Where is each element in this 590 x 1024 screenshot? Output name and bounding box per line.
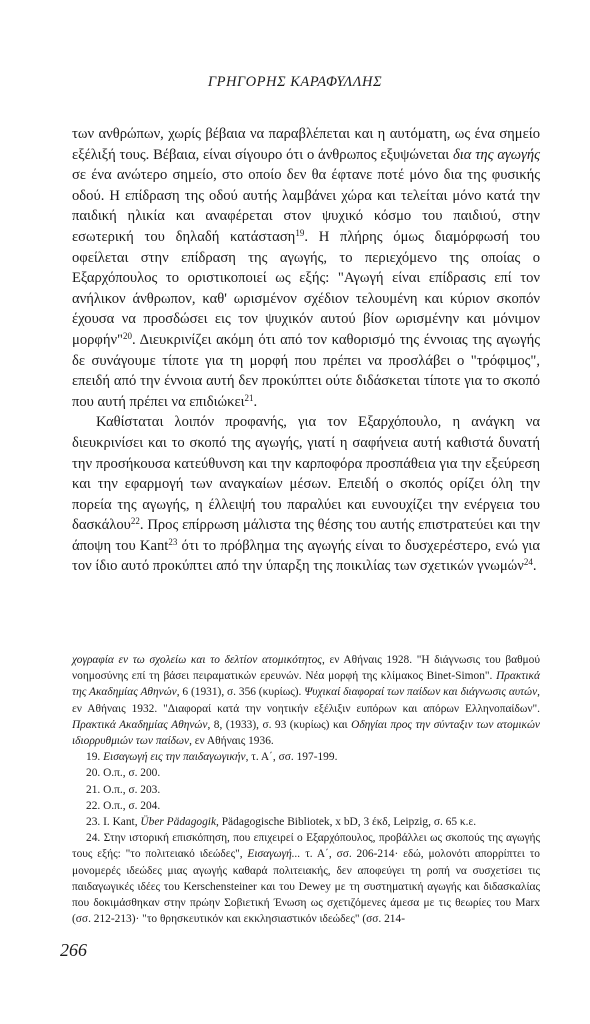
main-text bbox=[72, 124, 540, 577]
footnote-23: 23. I. Kant, Über Pädagogik, Pädagogische Bibliotek, x bD, 3 έκδ, Leipzig, σ. 65 κ.ε. bbox=[86, 816, 477, 829]
footnote-22: 22. Ο.π., σ. 204. bbox=[86, 799, 161, 812]
footnote-19: 19. Εισαγωγή εις την παιδαγωγικήν, τ. Α΄, σσ. 197-199. bbox=[86, 751, 338, 764]
footnote-ref-20[interactable]: 20 bbox=[123, 331, 133, 341]
paragraph-2: Καθίσταται λοιπόν προφανής, για τον Εξαρχόπουλο, η ανάγκη να διευκρινίσει και το σκοπό της αγωγής, γιατί η σαφήνεια αυτή καθιστά δυνατή την προσήκουσα κατεύθυνση και την καρποφόρα προσπάθεια για την εξεύρεση και την εφαρμογή των αναγκαίων μέσων. Επειδή ο σκοπός ορίζει όλη την πορεία της αγωγής, η έλλειψή του παραλύει και ευνουχίζει την ενέργεια του δασκάλου$^{22}$. Προς επίρρωση μάλιστα της θέσης του αυτής επιστρατεύει και την άποψη του Kant$^{23}$ ότι το πρόβλημα της αγωγής είναι το δυσχερέστερο, ενώ για τον ίδιο αυτό προκύπτει από την ύπαρξη της ποικιλίας των σχετικών γνωμών$^{24}$. bbox=[72, 414, 540, 575]
emphasis: δια της αγωγής bbox=[452, 146, 540, 163]
footnote-ref-23[interactable]: 23 bbox=[168, 536, 178, 547]
footnote-ref-22[interactable]: 22 bbox=[130, 516, 140, 527]
page-number: 266 bbox=[60, 940, 87, 960]
footnotes bbox=[72, 652, 540, 927]
running-head: ΓΡΗΓΟΡΗΣ ΚΑΡΑΦΥΛΛΗΣ bbox=[207, 74, 383, 90]
footnote-24: 24. Στην ιστορική επισκόπηση, που επιχειρεί ο Εξαρχόπουλος, προβάλλει ως σκοπούς της αγωγής τους εξής: "το πολιτειακό ιδεώδες", Εισαγωγή... τ. Α΄, σσ. 206-214· εδώ, μολονότι απορρίπτει το μονομερές ιδεώδες μιας αγωγής καθαρά πολιτειακής, δεν αποφεύγει τη ροπή να συσχετίσει τις παιδαγωγικές ιδέες του Kerschensteiner και του Dewey με τη συστηματική αγωγής και διδασκαλίας που δοκιμάσθηκαν στην πρώην Σοβιετική Ένωση ως σχετιζόμενες άμεσα με τις θεωρίες του Marx (σσ. 212-213)· "το θρησκευτικόν και εκκλησιαστικόν ιδεώδες" (σσ. 214- bbox=[72, 832, 540, 926]
footnote-21: 21. Ο.π., σ. 203. bbox=[86, 783, 161, 796]
paragraph-1: των ανθρώπων, χωρίς βέβαια να παραβλέπεται και η αυτόματη, ως ένα σημείο εξέλιξή τους. Βέβαια, είναι σίγουρο ότι ο άνθρωπος εξυψώνεται δια της αγωγής σε ένα ανώτερο σημείο, στο οποίο δεν θα έφτανε ποτέ μόνο δια της φυσικής οδού. Η επίδραση της οδού αυτής λαμβάνει χώρα και τελείται μόνο κατά την παιδική ηλικία και αναφέρεται στον ψυχικό κόσμο του παιδιού, στην εσωτερική του δηλαδή κατάσταση$^{19}$. Η πλήρης όμως διαμόρφωσή του οφείλεται στην επίδραση της αγωγής, το περιεχόμενο της οποίας ο Εξαρχόπουλος το οριστικοποιεί ως εξής: "Αγωγή είναι επίδρασις επί τον ανήλικον άνθρωπον, καθ' ωρισμένον σχέδιον τελουμένη και κύριον σκοπόν έχουσα να προσδώσει εις τον ψυχικόν αυτού βίον ωρισμένην και μόνιμον μορφήν"$^{20}$. Διευκρινίζει ακόμη ότι από τον καθορισμό της έννοιας της αγωγής δε συνάγουμε τίποτε για τη μορφή που πρέπει να προσλάβει ο "τρόφιμος", επειδή από την έννοια αυτή δεν προκύπτει ούτε διδάσκεται τίποτε για το σκοπό που αυτή πρέπει να επιδιώκει$^{21}$. bbox=[72, 126, 541, 410]
footnote-ref-21[interactable]: 21 bbox=[244, 392, 254, 403]
footnote-ref-19[interactable]: 19 bbox=[295, 228, 305, 239]
footnote-continuation: χογραφία εν τω σχολείω και το δελτίον ατομικότητος, εν Αθήναις 1928. "Η διάγνωσις του βαθμού νοημοσύνης επί τη βάσει πειραματικών ερευνών. Νέα μορφή της κλίμακος Binet-Simon". Πρακτικά της Ακαδημίας Αθηνών, 6 (1931), σ. 356 (κυρίως). Ψυχικαί διαφοραί των παίδων και διάγνωσις αυτών, εν Αθήναις 1932. "Διαφοραί κατά την νοητικήν εξέλιξιν ευπόρων και απόρων Ελληνοπαίδων". Πρακτικά Ακαδημίας Αθηνών, 8, (1933), σ. 93 (κυρίως) και Οδηγίαι προς την σύνταξιν των ατομικών ιδιορρυθμιών των παίδων, εν Αθήναις 1936. bbox=[72, 654, 540, 748]
footnote-ref-24[interactable]: 24 bbox=[523, 557, 533, 568]
footnote-20: 20. Ο.π., σ. 200. bbox=[86, 767, 161, 780]
